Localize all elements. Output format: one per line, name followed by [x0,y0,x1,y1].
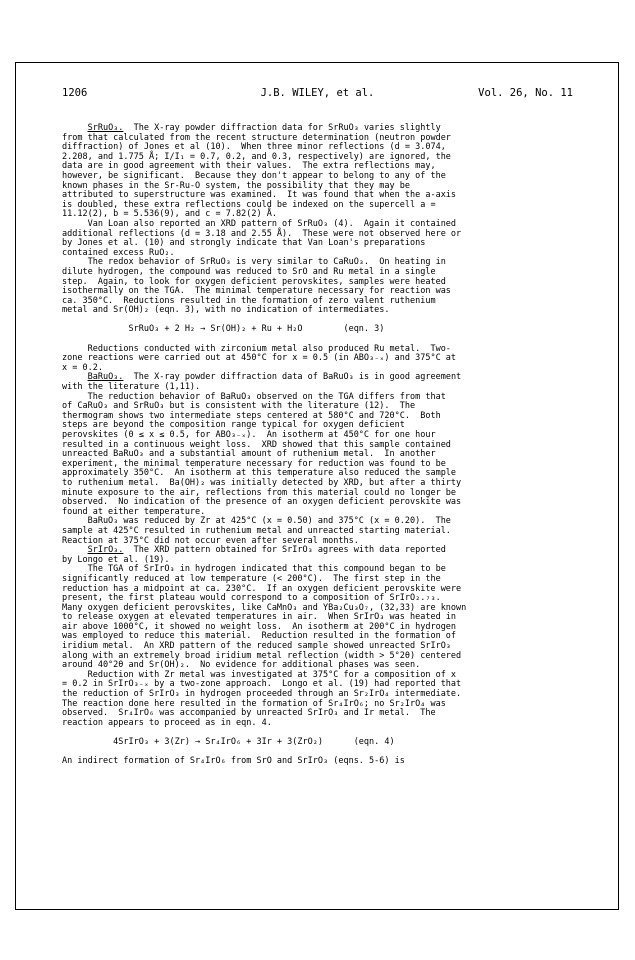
text-line: additional reflections (d = 3.18 and 2.55 Å). These were not observed here or [62,228,462,239]
text-line: by Longo et al. (19). [62,554,170,565]
text-line: of CaRuO₃ and SrRuO₃ but is consistent with the literature (12). The [62,401,416,412]
text-line: with the literature (1,11). [62,382,201,393]
text-line: known phases in the Sr-Ru-O system, the possibility that they may be [62,180,410,191]
text-line: The redox behavior of SrRuO₃ is very similar to CaRuO₃. On heating in [62,257,446,268]
text-line: reduction has a midpoint at ca. 230°C. If an oxygen deficient perovskite were [62,583,462,594]
text-line: sample at 425°C resulted in ruthenium metal and unreacted starting material. [62,525,451,536]
text-line: ca. 350°C. Reductions resulted in the formation of zero valent ruthenium [62,295,436,306]
text-line: observed. Sr₄IrO₆ was accompanied by unreacted SrIrO₃ and Ir metal. The [62,708,436,719]
text-line: unreacted BaRuO₃ and a substantial amount of ruthenium metal. In another [62,449,436,460]
text-line: 11.12(2), b = 5.536(9), and c = 7.82(2) Å. [62,209,277,220]
text-line: dilute hydrogen, the compound was reduced to SrO and Ru metal in a single [62,266,436,277]
text-line: Reductions conducted with zirconium metal also produced Ru metal. Two- [62,343,451,354]
text-line: the reduction of SrIrO₃ in hydrogen proceeded through an Sr₂IrO₄ intermediate. [62,689,462,700]
text-line: to ruthenium metal. Ba(OH)₂ was initially detected by XRD, but after a thirty [62,477,462,488]
text-line: perovskites (0 ≤ x ≤ 0.5, for ABO₃₋ₓ). An isotherm at 450°C for one hour [62,430,436,440]
equation-line: 4SrIrO₃ + 3(Zr) → Sr₄IrO₆ + 3Ir + 3(ZrO₂) (eqn. 4) [62,737,395,747]
text-line: experiment, the minimal temperature necessary for reduction was found to be [62,458,446,469]
text-line: zone reactions were carried out at 450°C for x = 0.5 (in ABO₃₋ₓ) and 375°C at [62,353,457,364]
text-line: The reduction behavior of BaRuO₃ observed on the TGA differs from that [62,391,446,402]
text-line: found at either temperature. [62,506,206,517]
text-line: The reaction done here resulted in the formation of Sr₄IrO₆; no Sr₂IrO₄ was [62,698,446,709]
text-line: reaction appears to proceed as in eqn. 4. [62,717,272,728]
running-authors: J.B. WILEY, et al. [260,87,375,99]
text-line: is doubled, these extra reflections could be indexed on the supercell a = [62,199,436,210]
text-line: An indirect formation of Sr₄IrO₆ from SrO and SrIrO₃ (eqns. 5-6) is [62,756,405,767]
text-line: = 0.2 in SrIrO₃₋ₓ by a two-zone approach. Longo et al. (19) had reported that [62,679,462,690]
text-line: Reaction at 375°C did not occur even after several months. [62,535,359,546]
text-line: diffraction) of Jones et al (10). When three minor reflections (d = 3.074, [62,142,446,153]
text-line: resulted in a continuous weight loss. XRD showed that this sample contained [62,439,451,450]
text-line: contained excess RuO₂. [62,247,175,258]
body-text [62,124,572,767]
text-line: Reduction with Zr metal was investigated at 375°C for a composition of x [62,669,457,680]
text-line: however, be significant. Because they don't appear to belong to any of the [62,170,446,181]
text-line: BaRuO₃. The X-ray powder diffraction data of BaRuO₃ is in good agreement [87,372,462,383]
text-line: isothermally on the TGA. The minimal temperature necessary for reaction was [62,286,451,297]
text-line: approximately 350°C. An isotherm at this temperature also reduced the sample [62,468,457,479]
text-line: thermogram shows two intermediate steps centered at 580°C and 720°C. Both [62,410,441,421]
text-line: along with an extremely broad iridium metal reflection (width > 5°2θ) centered [62,650,462,661]
running-header [62,87,573,103]
text-line: was employed to reduce this material. Reduction resulted in the formation of [62,631,457,642]
text-line: Many oxygen deficient perovskites, like CaMnO₃ and YBa₂Cu₃O₇, (32,33) are known [62,602,467,613]
text-line: minute exposure to the air, reflections from this material could no longer be [62,487,457,498]
text-line: steps are beyond the composition range typical for oxygen deficient [62,420,405,431]
text-line: iridium metal. An XRD pattern of the reduced sample showed unreacted SrIrO₃ [62,641,451,652]
volume-issue: Vol. 26, No. 11 [478,87,573,99]
text-line: attributed to superstructure was examined. It was found that when the a-axis [62,190,457,201]
text-line: metal and Sr(OH)₂ (eqn. 3), with no indication of intermediates. [62,305,390,316]
text-line: BaRuO₃ was reduced by Zr at 425°C (x = 0.50) and 375°C (x = 0.20). The [62,516,451,527]
equation-line: SrRuO₃ + 2 H₂ → Sr(OH)₂ + Ru + H₂O (eqn. 3) [62,324,385,335]
text-line: air above 1000°C, it showed no weight loss. An isotherm at 200°C in hydrogen [62,621,457,632]
text-line: The TGA of SrIrO₃ in hydrogen indicated that this compound began to be [62,564,446,575]
text-line: by Jones et al. (10) and strongly indicate that Van Loan's preparations [62,238,426,249]
text-line: around 40°2θ and Sr(OH)₂. No evidence for additional phases was seen. [62,660,421,671]
text-line: observed. No indication of the presence of an oxygen deficient perovskite was [62,497,462,508]
text-line: x = 0.2. [62,362,103,373]
text-line: from that calculated from the recent structure determination (neutron powder [62,132,451,143]
text-line: significantly reduced at low temperature (< 200°C). The first step in the [62,573,441,584]
text-line: to release oxygen at elevated temperatures in air. When SrIrO₃ was heated in [62,612,457,623]
text-line: SrRuO₃. The X-ray powder diffraction data for SrRuO₃ varies slightly [87,123,441,133]
text-line: SrIrO₃. The XRD pattern obtained for SrIrO₃ agrees with data reported [87,545,446,556]
text-line: present, the first plateau would correspond to a composition of SrIrO₂.₇₃. [62,593,441,604]
page-number: 1206 [62,87,88,99]
text-line: step. Again, to look for oxygen deficient perovskites, samples were heated [62,276,446,287]
text-line: 2.208, and 1.775 Å; I/I₁ = 0.7, 0.2, and 0.3, respectively) are ignored, the [62,151,451,162]
text-line: Van Loan also reported an XRD pattern of SrRuO₃ (4). Again it contained [62,218,457,229]
text-line: data are in good agreement with their values. The extra reflections may, [62,161,436,172]
